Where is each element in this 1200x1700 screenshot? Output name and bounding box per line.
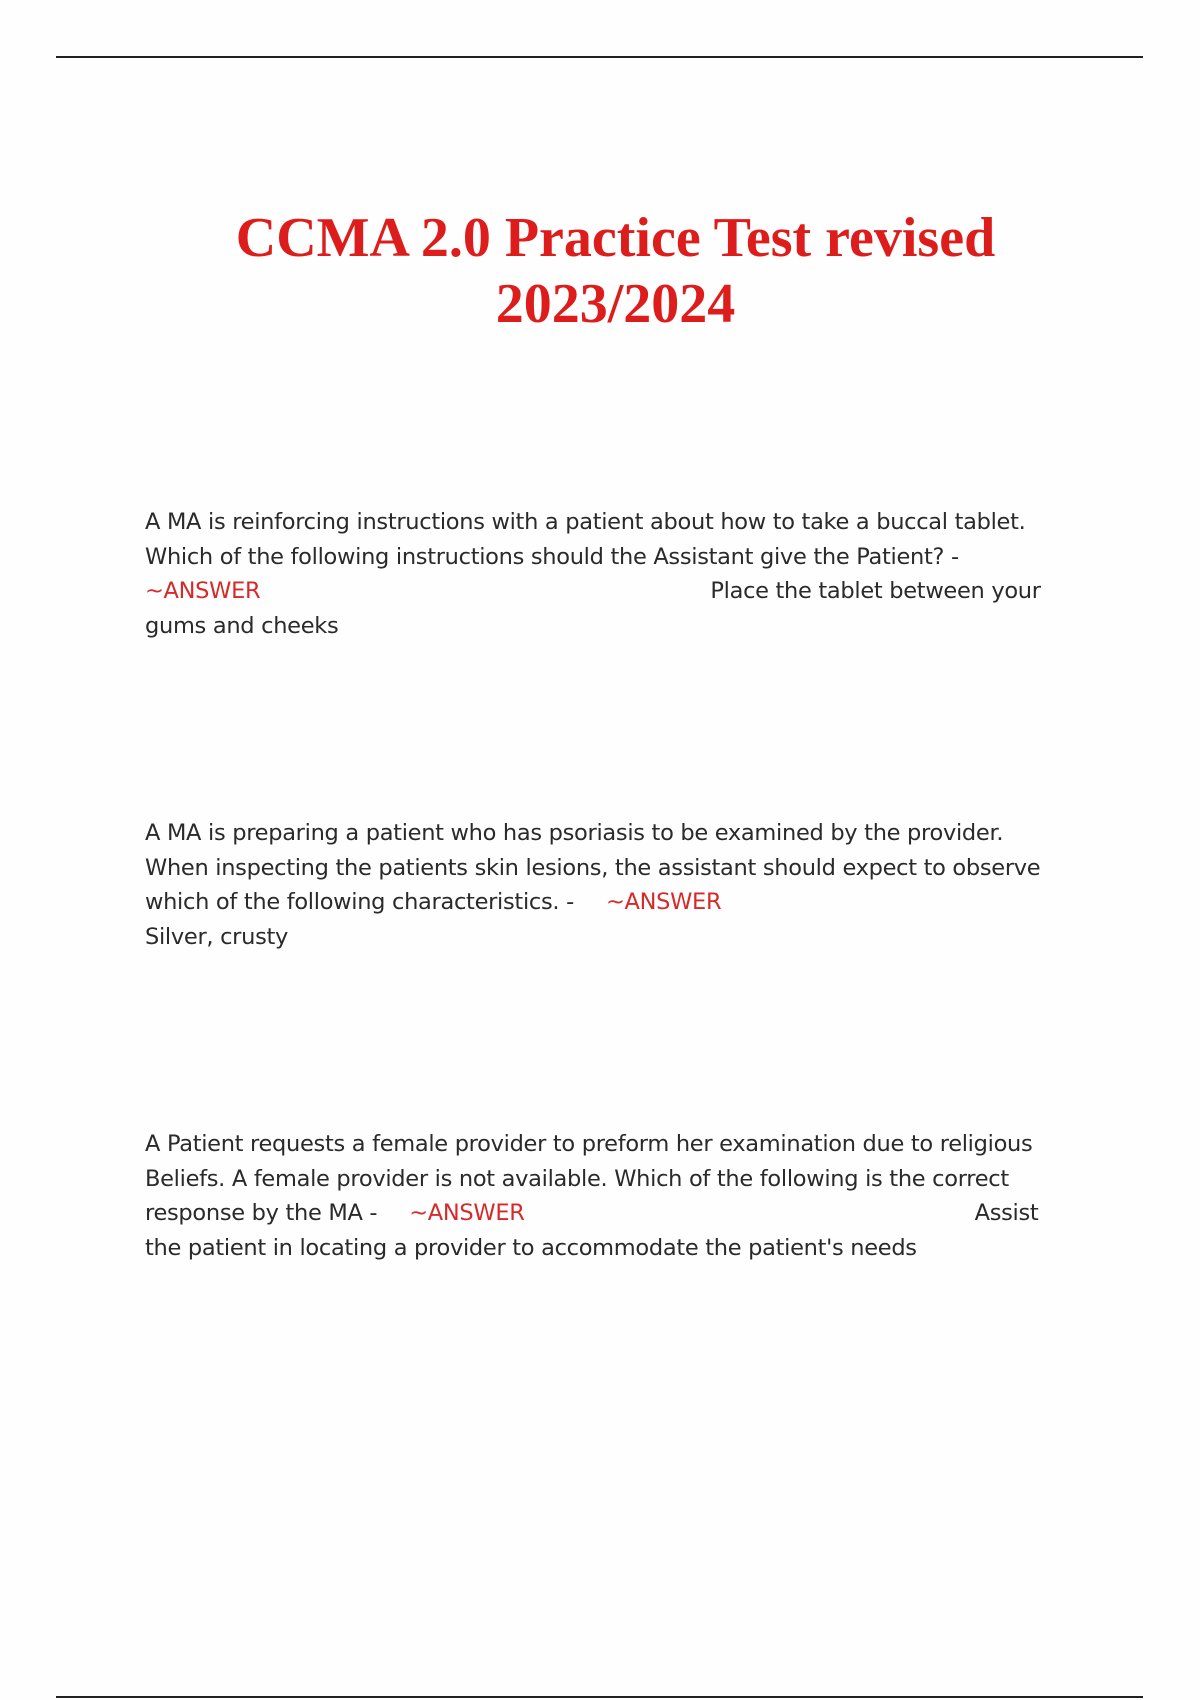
question-3-line-2: Beliefs. A female provider is not available. Which of the following is the correct: [145, 1165, 1009, 1192]
question-block-1: [145, 505, 1090, 643]
answer-1-text-part-1: Place the tablet between your: [710, 578, 1041, 604]
answer-marker-2: ~ANSWER: [605, 889, 722, 915]
question-3-line-1: A Patient requests a female provider to preform her examination due to religious: [145, 1131, 1033, 1157]
answer-1-text-part-2: gums and cheeks: [145, 612, 339, 639]
question-2-line-2: When inspecting the patients skin lesions, the assistant should expect to observe: [145, 854, 1041, 881]
answer-3-text-part-2: the patient in locating a provider to accommodate the patient's needs: [145, 1234, 917, 1261]
answer-marker-1: ~ANSWER: [145, 578, 261, 604]
question-2-line-3: which of the following characteristics. -: [145, 889, 574, 915]
question-1-line-1: A MA is reinforcing instructions with a patient about how to take a buccal tablet.: [145, 509, 1026, 535]
question-2-line-3-row: [145, 885, 1090, 920]
header-rule: [56, 56, 1143, 58]
question-1-answer-line: [145, 574, 1090, 609]
question-3-line-3-row: [145, 1196, 1090, 1231]
question-1-line-2: Which of the following instructions should the Assistant give the Patient? -: [145, 543, 959, 570]
document-title: [80, 205, 1151, 337]
question-2-line-1: A MA is preparing a patient who has psoriasis to be examined by the provider.: [145, 820, 1004, 846]
footer-rule: [56, 1696, 1143, 1698]
answer-3-text-part-1: Assist: [974, 1200, 1039, 1226]
title-line-2: 2023/2024: [495, 273, 736, 335]
answer-2-text: Silver, crusty: [145, 923, 289, 950]
title-line-1: CCMA 2.0 Practice Test revised: [235, 207, 996, 269]
question-block-3: [145, 1127, 1090, 1265]
question-block-2: [145, 816, 1090, 954]
question-3-line-3: response by the MA -: [145, 1200, 378, 1226]
answer-marker-3: ~ANSWER: [409, 1200, 525, 1226]
